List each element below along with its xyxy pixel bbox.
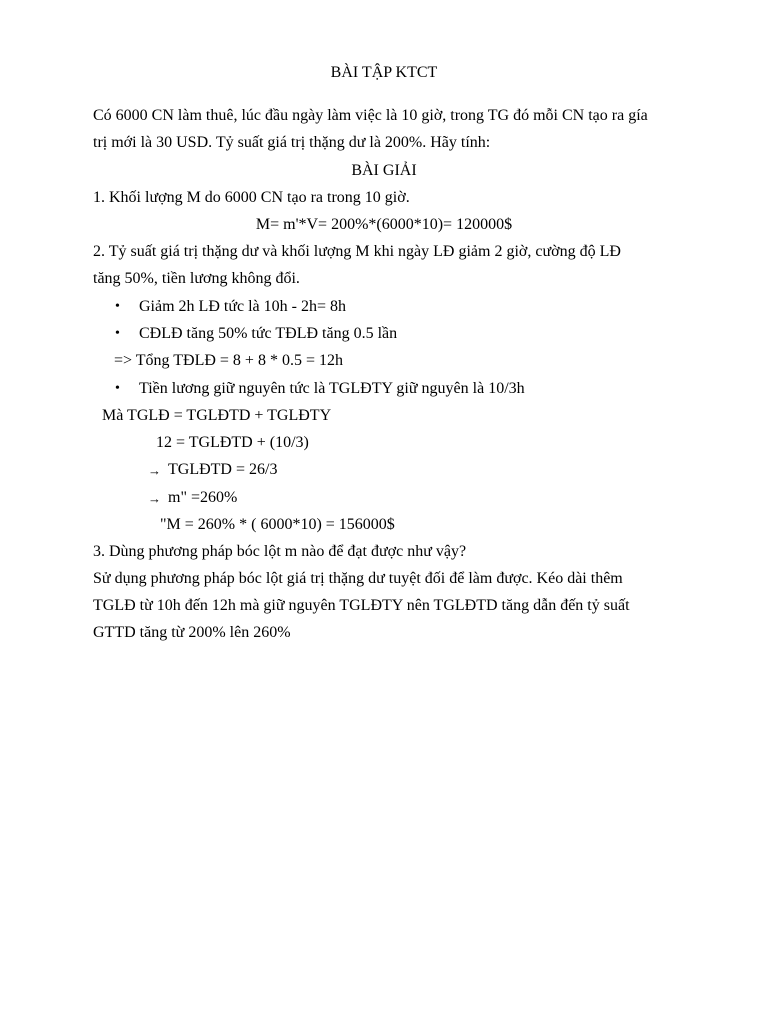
question-1-formula: M= m'*V= 200%*(6000*10)= 120000$ [255,216,513,233]
bullet-item-1: Giảm 2h LĐ tức là 10h - 2h= 8h [139,298,346,315]
equation-4: m" =260% [168,489,238,506]
answer-3-line-2: TGLĐ từ 10h đến 12h mà giữ nguyên TGLĐTY nên TGLĐTD tăng dẫn đến tỷ suất [93,597,630,614]
equation-2: 12 = TGLĐTD + (10/3) [156,434,309,451]
question-3: 3. Dùng phương pháp bóc lột m nào để đạt được như vậy? [93,543,467,560]
answer-3-line-3: GTTD tăng từ 200% lên 260% [93,624,291,641]
bullet-item-3: Tiền lương giữ nguyên tức là TGLĐTY giữ nguyên là 10/3h [139,380,525,397]
problem-line-1: Có 6000 CN làm thuê, lúc đầu ngày làm việc là 10 giờ, trong TG đó mỗi CN tạo ra gía [93,107,648,124]
question-2-line-1: 2. Tỷ suất giá trị thặng dư và khối lượng M khi ngày LĐ giảm 2 giờ, cường độ LĐ [93,243,621,260]
bullet-item-2: CĐLĐ tăng 50% tức TĐLĐ tăng 0.5 lần [139,325,398,342]
equation-1: Mà TGLĐ = TGLĐTD + TGLĐTY [102,407,332,424]
total-intensity-line: => Tổng TĐLĐ = 8 + 8 * 0.5 = 12h [114,352,343,369]
solution-heading: BÀI GIẢI [351,162,417,179]
problem-line-2: trị mới là 30 USD. Tỷ suất giá trị thặng dư là 200%. Hãy tính: [93,134,491,151]
arrow-right-icon: → [148,463,161,478]
question-1: 1. Khối lượng M do 6000 CN tạo ra trong 10 giờ. [93,189,410,206]
bullet-icon: • [115,381,120,396]
answer-3-line-1: Sử dụng phương pháp bóc lột giá trị thặng dư tuyệt đối để làm được. Kéo dài thêm [93,570,623,587]
bullet-icon: • [115,326,120,341]
equation-3: TGLĐTD = 26/3 [168,461,278,478]
bullet-icon: • [115,299,120,314]
arrow-right-icon: → [148,491,161,506]
question-2-line-2: tăng 50%, tiền lương không đổi. [93,270,300,287]
document-title: BÀI TẬP KTCT [330,64,438,81]
equation-5: "M = 260% * ( 6000*10) = 156000$ [160,516,395,533]
